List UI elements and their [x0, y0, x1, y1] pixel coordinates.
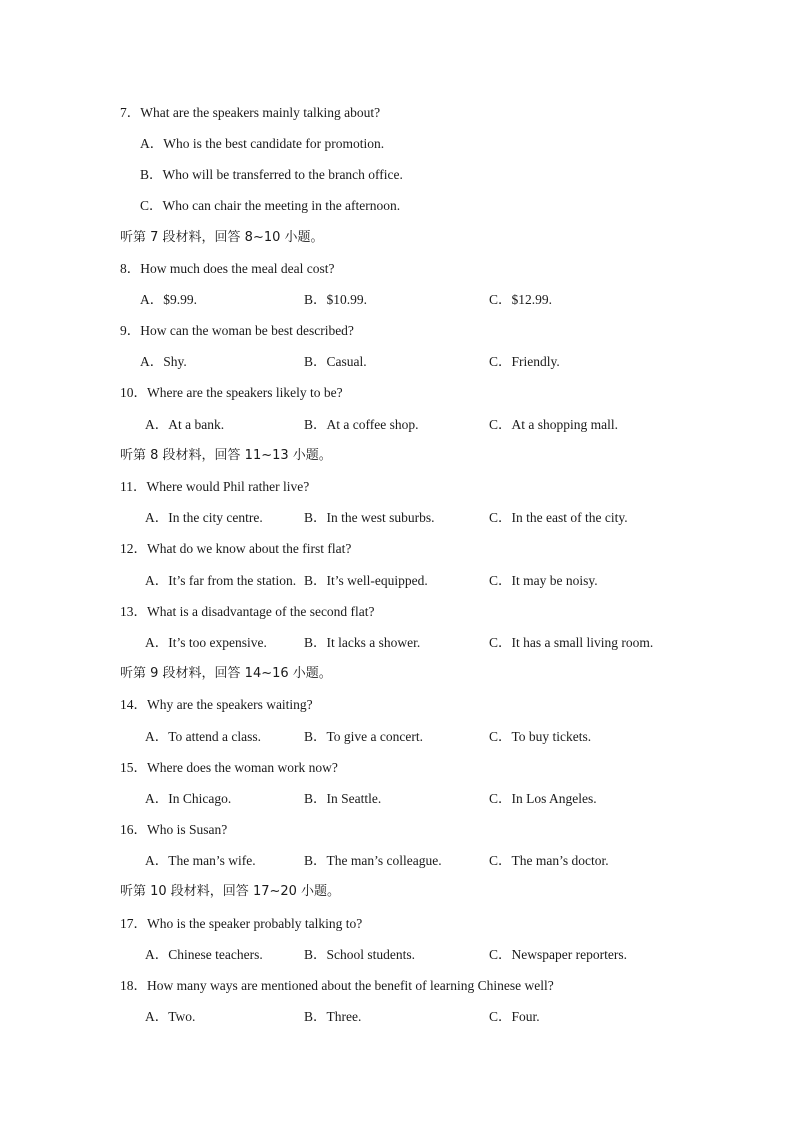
question-9: 9．How can the woman be best described?	[120, 323, 354, 338]
options-row-10	[0, 416, 794, 434]
option-16b: B．The man’s colleague.	[304, 853, 442, 868]
option-7a: A．Who is the best candidate for promotion.	[140, 136, 385, 151]
option-17c: C．Newspaper reporters.	[489, 947, 627, 962]
option-10b: B．At a coffee shop.	[304, 417, 419, 432]
question-18: 18．How many ways are mentioned about the benefit of learning Chinese well?	[120, 978, 554, 993]
option-16a: A．The man’s wife.	[145, 853, 256, 868]
question-10: 10．Where are the speakers likely to be?	[120, 385, 343, 400]
option-8b: B．$10.99.	[304, 292, 368, 307]
option-12b: B．It’s well-equipped.	[304, 573, 428, 588]
question-12: 12．What do we know about the first flat?	[120, 541, 352, 556]
options-row-17	[0, 946, 794, 964]
option-18a: A．Two.	[145, 1009, 196, 1024]
option-16c: C．The man’s doctor.	[489, 853, 609, 868]
option-9a: A．Shy.	[140, 354, 187, 369]
section-heading-8: 听第 8 段材料，回答 11~13 小题。	[120, 448, 332, 463]
option-18c: C．Four.	[489, 1009, 540, 1024]
option-11b: B．In the west suburbs.	[304, 510, 435, 525]
section-heading-10: 听第 10 段材料，回答 17~20 小题。	[120, 884, 341, 899]
option-17b: B．School students.	[304, 947, 416, 962]
options-row-13	[0, 634, 794, 652]
option-8a: A．$9.99.	[140, 292, 197, 307]
option-13b: B．It lacks a shower.	[304, 635, 421, 650]
question-14: 14．Why are the speakers waiting?	[120, 697, 313, 712]
option-7c: C．Who can chair the meeting in the afternoon.	[140, 198, 401, 213]
option-11a: A．In the city centre.	[145, 510, 263, 525]
option-7b: B．Who will be transferred to the branch office.	[140, 167, 403, 182]
options-row-18	[0, 1008, 794, 1026]
options-row-15	[0, 790, 794, 808]
question-7: 7．What are the speakers mainly talking about?	[120, 105, 381, 120]
options-row-8	[0, 291, 794, 309]
question-16: 16．Who is Susan?	[120, 822, 228, 837]
option-10c: C．At a shopping mall.	[489, 417, 618, 432]
option-13c: C．It has a small living room.	[489, 635, 654, 650]
options-row-14	[0, 728, 794, 746]
question-15: 15．Where does the woman work now?	[120, 760, 338, 775]
option-15b: B．In Seattle.	[304, 791, 382, 806]
option-14c: C．To buy tickets.	[489, 729, 592, 744]
option-14b: B．To give a concert.	[304, 729, 424, 744]
option-18b: B．Three.	[304, 1009, 362, 1024]
options-row-16	[0, 852, 794, 870]
option-11c: C．In the east of the city.	[489, 510, 628, 525]
options-row-12	[0, 572, 794, 590]
option-9c: C．Friendly.	[489, 354, 560, 369]
option-13a: A．It’s too expensive.	[145, 635, 267, 650]
option-9b: B．Casual.	[304, 354, 367, 369]
option-14a: A．To attend a class.	[145, 729, 262, 744]
option-15c: C．In Los Angeles.	[489, 791, 597, 806]
option-15a: A．In Chicago.	[145, 791, 232, 806]
option-8c: C．$12.99.	[489, 292, 553, 307]
options-row-11	[0, 509, 794, 527]
question-13: 13．What is a disadvantage of the second flat?	[120, 604, 375, 619]
question-17: 17．Who is the speaker probably talking to?	[120, 916, 363, 931]
question-8: 8．How much does the meal deal cost?	[120, 261, 335, 276]
option-17a: A．Chinese teachers.	[145, 947, 263, 962]
question-11: 11．Where would Phil rather live?	[120, 479, 310, 494]
section-heading-7: 听第 7 段材料，回答 8~10 小题。	[120, 230, 324, 245]
option-12a: A．It’s far from the station.	[145, 573, 297, 588]
option-12c: C．It may be noisy.	[489, 573, 598, 588]
options-row-9	[0, 353, 794, 371]
section-heading-9: 听第 9 段材料，回答 14~16 小题。	[120, 666, 332, 681]
option-10a: A．At a bank.	[145, 417, 225, 432]
